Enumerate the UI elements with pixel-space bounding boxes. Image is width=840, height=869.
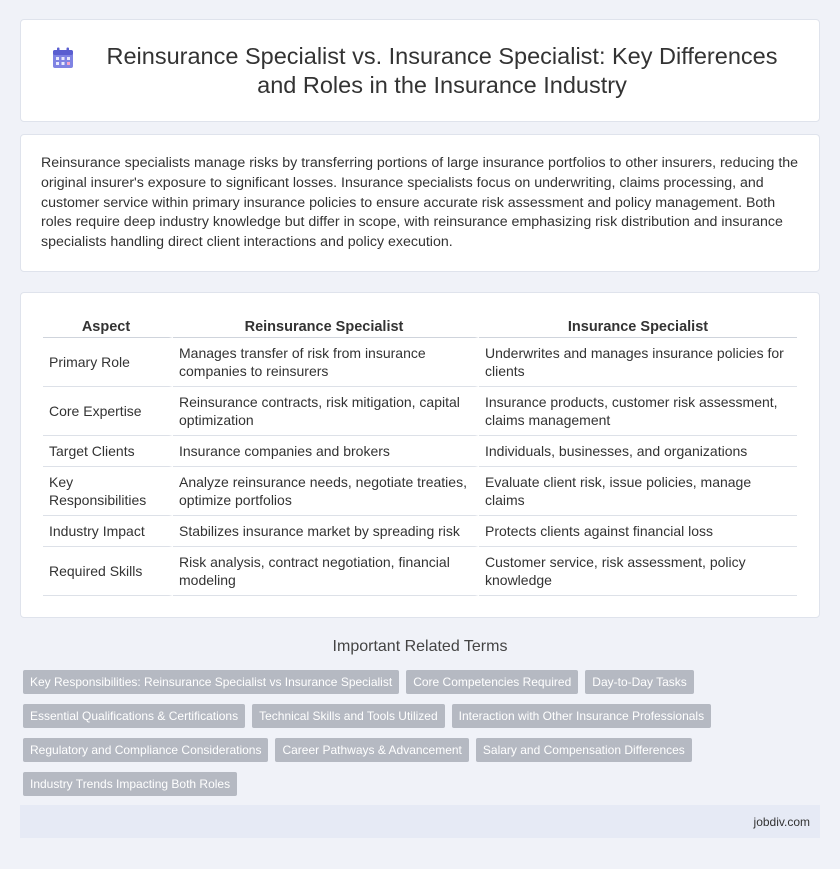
table-header-row bbox=[43, 311, 797, 338]
table-row bbox=[43, 516, 797, 547]
table-cell-aspect: Key Responsibilities bbox=[43, 467, 173, 516]
table-cell-aspect: Core Expertise bbox=[43, 387, 173, 436]
table-row bbox=[43, 338, 797, 387]
table-row bbox=[43, 436, 797, 467]
related-term-tag[interactable]: Key Responsibilities: Reinsurance Specialist vs Insurance Specialist bbox=[23, 670, 399, 694]
column-header-insurance: Insurance Specialist bbox=[479, 311, 797, 338]
table-cell-reinsurance: Manages transfer of risk from insurance companies to reinsurers bbox=[173, 338, 479, 387]
footer-site-link[interactable]: jobdiv.com bbox=[753, 814, 810, 829]
table-cell-reinsurance: Analyze reinsurance needs, negotiate treaties, optimize portfolios bbox=[173, 467, 479, 516]
table-cell-aspect: Required Skills bbox=[43, 547, 173, 596]
footer bbox=[20, 805, 820, 838]
related-term-tag[interactable]: Interaction with Other Insurance Professionals bbox=[452, 704, 711, 728]
table-cell-insurance: Insurance products, customer risk assessment, claims management bbox=[479, 387, 797, 436]
related-term-tag[interactable]: Industry Trends Impacting Both Roles bbox=[23, 772, 237, 796]
table-cell-insurance: Individuals, businesses, and organizations bbox=[479, 436, 797, 467]
summary-card bbox=[20, 134, 820, 272]
table-cell-aspect: Primary Role bbox=[43, 338, 173, 387]
page-title: Reinsurance Specialist vs. Insurance Specialist: Key Differences and Roles in the Insurance Industry bbox=[106, 42, 778, 98]
comparison-table bbox=[43, 311, 797, 596]
related-term-tag[interactable]: Regulatory and Compliance Considerations bbox=[23, 738, 268, 762]
comparison-table-card bbox=[20, 292, 820, 618]
column-header-aspect: Aspect bbox=[43, 311, 173, 338]
table-cell-aspect: Industry Impact bbox=[43, 516, 173, 547]
table-cell-reinsurance: Insurance companies and brokers bbox=[173, 436, 479, 467]
table-row bbox=[43, 467, 797, 516]
table-cell-reinsurance: Reinsurance contracts, risk mitigation, capital optimization bbox=[173, 387, 479, 436]
column-header-reinsurance: Reinsurance Specialist bbox=[173, 311, 479, 338]
related-term-tag[interactable]: Technical Skills and Tools Utilized bbox=[252, 704, 445, 728]
related-term-tag[interactable]: Essential Qualifications & Certifications bbox=[23, 704, 245, 728]
table-cell-insurance: Protects clients against financial loss bbox=[479, 516, 797, 547]
summary-text: Reinsurance specialists manage risks by transferring portions of large insurance portfolios to other insurers, reducing the original insurer's exposure to significant losses. Insurance specialists focus on underwriting, claims processing, and customer service within primary insurance policies to ensure accurate risk assessment and policy management. Both roles require deep industry knowledge but differ in scope, with reinsurance emphasizing risk distribution and insurance specialists handling direct client interactions and policy execution. bbox=[41, 155, 799, 251]
related-terms-list bbox=[23, 670, 813, 806]
table-row bbox=[43, 387, 797, 436]
table-cell-reinsurance: Stabilizes insurance market by spreading risk bbox=[173, 516, 479, 547]
calendar-icon bbox=[51, 46, 75, 70]
table-cell-insurance: Evaluate client risk, issue policies, manage claims bbox=[479, 467, 797, 516]
related-term-tag[interactable]: Day-to-Day Tasks bbox=[585, 670, 693, 694]
table-cell-aspect: Target Clients bbox=[43, 436, 173, 467]
header-card bbox=[20, 19, 820, 122]
related-terms-title: Important Related Terms bbox=[332, 638, 508, 655]
related-term-tag[interactable]: Salary and Compensation Differences bbox=[476, 738, 692, 762]
related-term-tag[interactable]: Career Pathways & Advancement bbox=[275, 738, 468, 762]
table-row bbox=[43, 547, 797, 596]
table-cell-insurance: Underwrites and manages insurance policies for clients bbox=[479, 338, 797, 387]
table-cell-reinsurance: Risk analysis, contract negotiation, financial modeling bbox=[173, 547, 479, 596]
table-cell-insurance: Customer service, risk assessment, policy knowledge bbox=[479, 547, 797, 596]
related-term-tag[interactable]: Core Competencies Required bbox=[406, 670, 578, 694]
